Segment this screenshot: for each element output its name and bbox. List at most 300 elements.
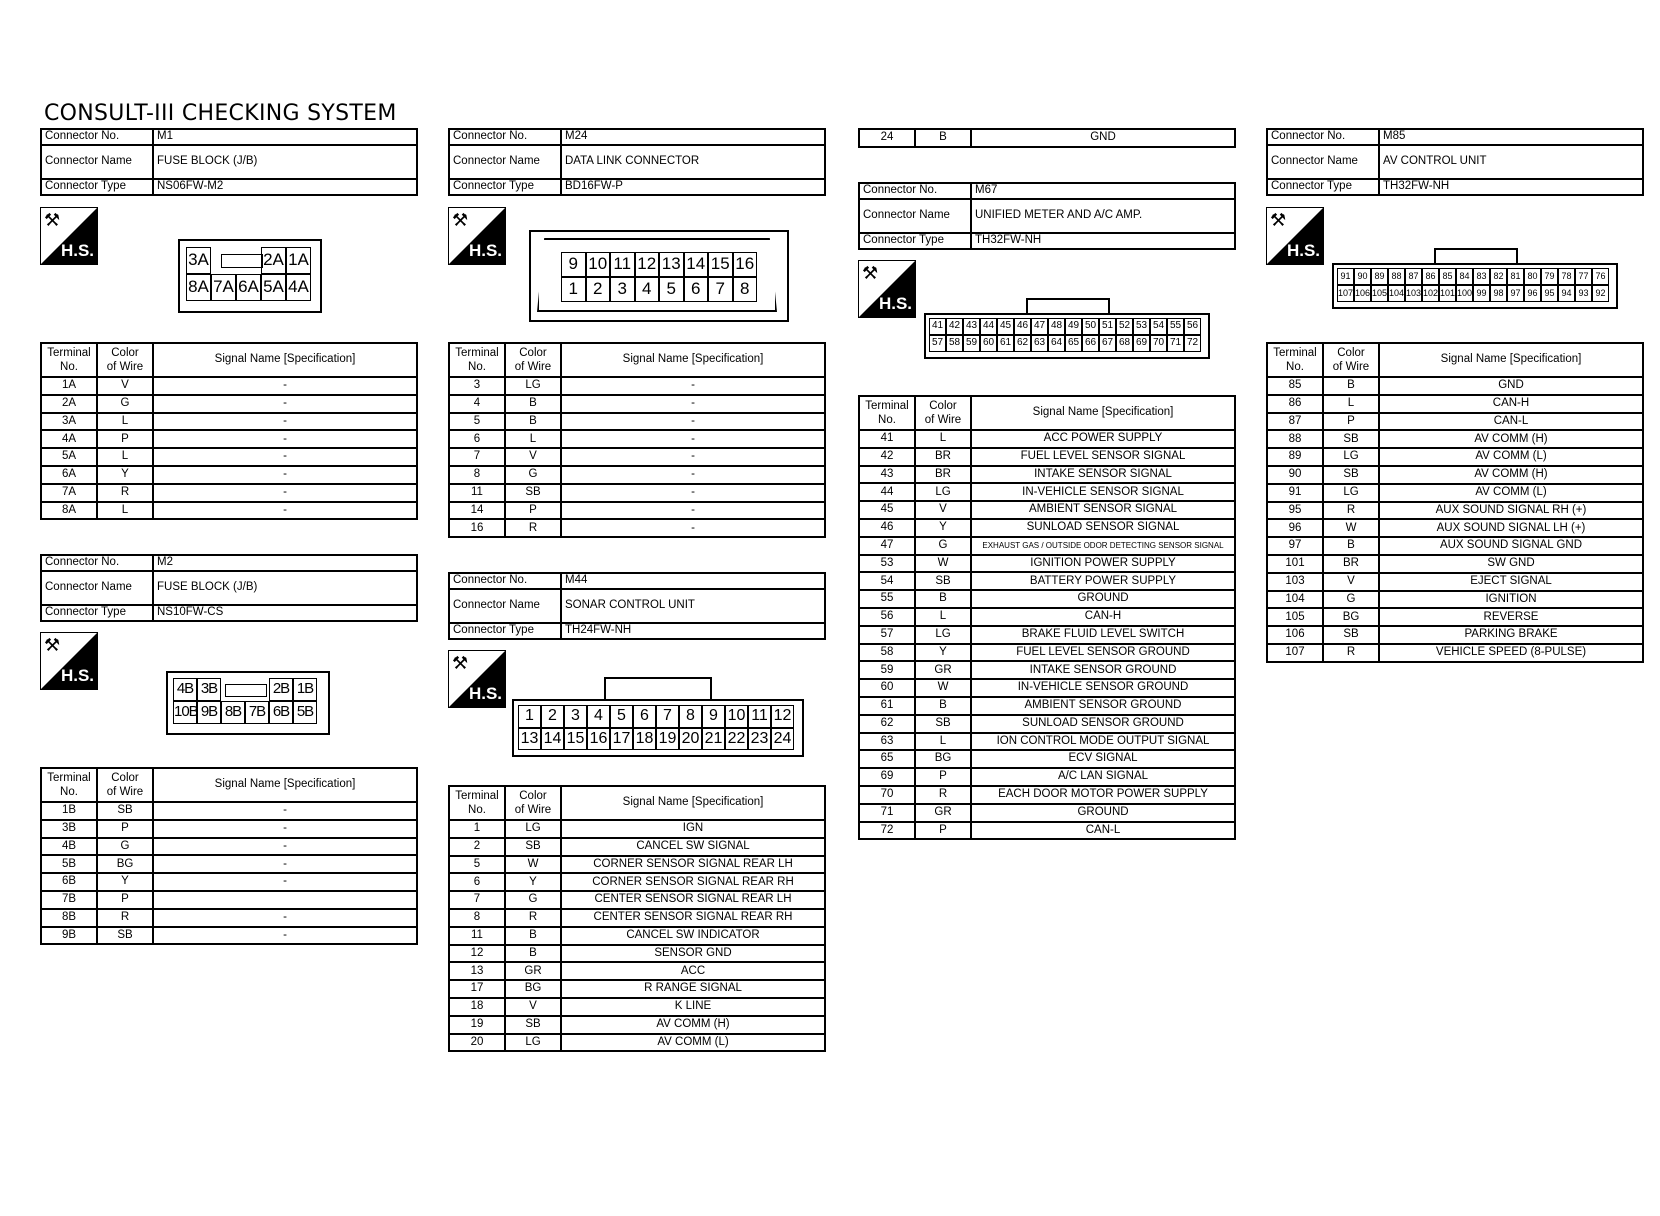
- terminal-no: 8: [449, 466, 505, 484]
- pin-cell: 5: [610, 705, 633, 728]
- wire-color: BG: [915, 750, 971, 768]
- pin-cell: 8B: [221, 701, 245, 724]
- table-row: [449, 909, 825, 927]
- pin-cell: 7A: [211, 274, 236, 301]
- wire-color: P: [915, 768, 971, 786]
- connector-header-m1: [40, 128, 418, 196]
- signal-name: AV COMM (H): [1379, 430, 1643, 448]
- wire-color: R: [505, 519, 561, 537]
- table-row: [449, 873, 825, 891]
- wire-color: GR: [915, 804, 971, 822]
- signal-name: IGN: [561, 820, 825, 838]
- terminal-no: 90: [1267, 466, 1323, 484]
- table-row: [449, 1034, 825, 1052]
- wire-color: B: [1323, 537, 1379, 555]
- signal-name: INTAKE SENSOR GROUND: [971, 661, 1235, 679]
- terminal-no: 5B: [41, 855, 97, 873]
- table-row: [1267, 537, 1643, 555]
- signal-name: FUEL LEVEL SENSOR SIGNAL: [971, 448, 1235, 466]
- terminal-no: 5A: [41, 448, 97, 466]
- hs-icon-m44: ⚒ H.S.: [448, 650, 506, 708]
- pin-cell: 10: [586, 252, 611, 277]
- table-row: [41, 891, 417, 909]
- table-row: [41, 430, 417, 448]
- signal-name: FUEL LEVEL SENSOR GROUND: [971, 644, 1235, 662]
- wire-color: SB: [915, 715, 971, 733]
- signal-name: -: [153, 395, 417, 413]
- signal-name: BATTERY POWER SUPPLY: [971, 572, 1235, 590]
- wire-color: V: [915, 501, 971, 519]
- signal-table-m24: [858, 128, 1236, 148]
- pin-cell: 100: [1456, 285, 1473, 302]
- table-row: [449, 1016, 825, 1034]
- terminal-no-header: Terminal No.: [449, 343, 505, 377]
- pin-cell: 3: [610, 277, 635, 302]
- table-row: [859, 697, 1235, 715]
- wire-color: R: [1323, 502, 1379, 520]
- pin-cell: 90: [1354, 268, 1371, 285]
- signal-name-header: Signal Name [Specification]: [153, 343, 417, 377]
- connector-name-label: Connector Name: [1267, 145, 1379, 179]
- pin-cell: 78: [1558, 268, 1575, 285]
- hs-icon-m1: ⚒ H.S.: [40, 207, 98, 265]
- terminal-no: 2A: [41, 395, 97, 413]
- signal-name: AUX SOUND SIGNAL LH (+): [1379, 519, 1643, 537]
- wire-color: G: [505, 466, 561, 484]
- pin-cell: 2: [541, 705, 564, 728]
- terminal-no: 63: [859, 733, 915, 751]
- connector-type-value: NS06FW-M2: [153, 179, 417, 195]
- terminal-no: 4: [449, 395, 505, 413]
- pin-cell: 106: [1354, 285, 1371, 302]
- connector-name-label: Connector Name: [449, 589, 561, 623]
- signal-name: BRAKE FLUID LEVEL SWITCH: [971, 626, 1235, 644]
- signal-table-m24: [448, 342, 826, 538]
- connector-type-value: NS10FW-CS: [153, 605, 417, 621]
- pin-cell: 10: [725, 705, 748, 728]
- color-of-wire-header: Color of Wire: [1323, 343, 1379, 377]
- signal-name: IGNITION: [1379, 591, 1643, 609]
- table-row: [859, 626, 1235, 644]
- pin-cell: 85: [1439, 268, 1456, 285]
- signal-name: REVERSE: [1379, 608, 1643, 626]
- signal-name: AV COMM (L): [561, 1034, 825, 1052]
- wire-color: GR: [505, 962, 561, 980]
- signal-name: CAN-H: [1379, 395, 1643, 413]
- wire-color: GR: [915, 661, 971, 679]
- connector-no-label: Connector No.: [449, 573, 561, 589]
- table-row: [1267, 591, 1643, 609]
- wire-color: L: [915, 608, 971, 626]
- terminal-no: 53: [859, 555, 915, 573]
- pin-cell: 57: [929, 335, 946, 352]
- pin-cell: 20: [679, 728, 702, 751]
- terminal-no: 104: [1267, 591, 1323, 609]
- connector-header-m85: [1266, 128, 1644, 196]
- signal-name: R RANGE SIGNAL: [561, 980, 825, 998]
- wire-color: W: [915, 555, 971, 573]
- wire-color: L: [97, 502, 153, 520]
- pin-cell: 89: [1371, 268, 1388, 285]
- hs-icon-m24: ⚒ H.S.: [448, 207, 506, 265]
- table-row: [449, 484, 825, 502]
- terminal-no: 1A: [41, 377, 97, 395]
- pin-cell: 68: [1116, 335, 1133, 352]
- signal-name: GROUND: [971, 804, 1235, 822]
- table-row: [1267, 626, 1643, 644]
- pin-cell: 18: [633, 728, 656, 751]
- color-of-wire-header: Color of Wire: [505, 343, 561, 377]
- terminal-no: 58: [859, 644, 915, 662]
- signal-name: EACH DOOR MOTOR POWER SUPPLY: [971, 786, 1235, 804]
- connector-type-value: TH32FW-NH: [971, 233, 1235, 249]
- pin-cell: 84: [1456, 268, 1473, 285]
- terminal-no: 57: [859, 626, 915, 644]
- wire-color: SB: [1323, 430, 1379, 448]
- signal-name: ACC: [561, 962, 825, 980]
- pin-cell: 8A: [186, 274, 211, 301]
- terminal-no-header: Terminal No.: [859, 396, 915, 430]
- wire-color: B: [1323, 377, 1379, 395]
- pin-cell: 62: [1014, 335, 1031, 352]
- signal-name: CENTER SENSOR SIGNAL REAR LH: [561, 891, 825, 909]
- color-of-wire-header: Color of Wire: [97, 343, 153, 377]
- pin-cell: 23: [748, 728, 771, 751]
- connector-name-value: UNIFIED METER AND A/C AMP.: [971, 199, 1235, 233]
- pin-cell: 92: [1592, 285, 1609, 302]
- signal-name: IN-VEHICLE SENSOR GROUND: [971, 679, 1235, 697]
- signal-name: -: [153, 466, 417, 484]
- table-row: [449, 466, 825, 484]
- terminal-no: 6B: [41, 873, 97, 891]
- signal-name: -: [153, 413, 417, 431]
- signal-name: -: [153, 838, 417, 856]
- table-row: [859, 466, 1235, 484]
- table-row: [859, 519, 1235, 537]
- table-row: [449, 980, 825, 998]
- pin-cell: 4B: [173, 678, 197, 701]
- signal-name: CAN-H: [971, 608, 1235, 626]
- terminal-no: 88: [1267, 430, 1323, 448]
- signal-name: -: [153, 820, 417, 838]
- signal-name: ECV SIGNAL: [971, 750, 1235, 768]
- table-row: [1267, 555, 1643, 573]
- signal-name: SW GND: [1379, 555, 1643, 573]
- terminal-no: 20: [449, 1034, 505, 1052]
- pin-cell: 76: [1592, 268, 1609, 285]
- terminal-no: 8: [449, 909, 505, 927]
- pin-cell: 50: [1082, 318, 1099, 335]
- signal-name-header: Signal Name [Specification]: [1379, 343, 1643, 377]
- table-row: [41, 377, 417, 395]
- connector-latch: [604, 677, 712, 701]
- pin-cell: 1B: [293, 678, 317, 701]
- terminal-no: 97: [1267, 537, 1323, 555]
- table-row: [449, 448, 825, 466]
- table-row: [859, 129, 1235, 147]
- table-row: [859, 661, 1235, 679]
- connector-latch: [1026, 298, 1110, 315]
- pin-cell: 3A: [186, 247, 211, 274]
- terminal-no: 96: [1267, 519, 1323, 537]
- connector-header-m44: [448, 572, 826, 640]
- pin-cell: 2B: [269, 678, 293, 701]
- connector-no-label: Connector No.: [1267, 129, 1379, 145]
- terminal-no: 69: [859, 768, 915, 786]
- pin-cell: 6A: [236, 274, 261, 301]
- pin-cell: 65: [1065, 335, 1082, 352]
- pin-cell: 4: [587, 705, 610, 728]
- table-row: [1267, 413, 1643, 431]
- signal-name: AUX SOUND SIGNAL GND: [1379, 537, 1643, 555]
- wire-color: B: [915, 590, 971, 608]
- table-row: [1267, 395, 1643, 413]
- pin-cell: 15: [564, 728, 587, 751]
- signal-name: [153, 891, 417, 909]
- wire-color: V: [97, 377, 153, 395]
- signal-table-m2: [40, 767, 418, 945]
- terminal-no: 43: [859, 466, 915, 484]
- signal-name: -: [561, 502, 825, 520]
- signal-name: SUNLOAD SENSOR GROUND: [971, 715, 1235, 733]
- wire-color: L: [97, 413, 153, 431]
- pin-cell: 56: [1184, 318, 1201, 335]
- table-row: [1267, 502, 1643, 520]
- signal-name: CORNER SENSOR SIGNAL REAR LH: [561, 856, 825, 874]
- signal-table-m85: [1266, 342, 1644, 663]
- pin-cell: 64: [1048, 335, 1065, 352]
- signal-name: A/C LAN SIGNAL: [971, 768, 1235, 786]
- terminal-no: 95: [1267, 502, 1323, 520]
- table-row: [1267, 519, 1643, 537]
- signal-name: -: [153, 802, 417, 820]
- wire-color: L: [915, 733, 971, 751]
- connector-type-label: Connector Type: [1267, 179, 1379, 195]
- pin-cell: 60: [980, 335, 997, 352]
- harness-side-icon: ⚒: [452, 210, 469, 230]
- wire-color: Y: [97, 466, 153, 484]
- terminal-no: 11: [449, 484, 505, 502]
- connector-latch: [1434, 248, 1518, 265]
- pin-cell: 1: [561, 277, 586, 302]
- table-row: [41, 838, 417, 856]
- terminal-no: 6: [449, 873, 505, 891]
- terminal-no: 41: [859, 430, 915, 448]
- terminal-no: 4A: [41, 430, 97, 448]
- terminal-no: 55: [859, 590, 915, 608]
- table-row: [1267, 430, 1643, 448]
- terminal-no: 6A: [41, 466, 97, 484]
- signal-name: -: [153, 484, 417, 502]
- wire-color: R: [97, 909, 153, 927]
- table-row: [41, 448, 417, 466]
- table-row: [859, 590, 1235, 608]
- signal-name: IGNITION POWER SUPPLY: [971, 555, 1235, 573]
- pin-cell: 83: [1473, 268, 1490, 285]
- terminal-no: 86: [1267, 395, 1323, 413]
- terminal-no: 5: [449, 413, 505, 431]
- signal-name: SUNLOAD SENSOR SIGNAL: [971, 519, 1235, 537]
- terminal-no: 85: [1267, 377, 1323, 395]
- pin-cell: 44: [980, 318, 997, 335]
- wire-color: R: [1323, 644, 1379, 662]
- signal-name: PARKING BRAKE: [1379, 626, 1643, 644]
- wire-color: LG: [505, 1034, 561, 1052]
- connector-name-label: Connector Name: [859, 199, 971, 233]
- pin-cell: 6: [633, 705, 656, 728]
- pin-cell: 79: [1541, 268, 1558, 285]
- terminal-no: 106: [1267, 626, 1323, 644]
- pin-cell: 17: [610, 728, 633, 751]
- pin-cell: 97: [1507, 285, 1524, 302]
- table-row: [859, 822, 1235, 840]
- pin-cell: 63: [1031, 335, 1048, 352]
- pin-cell: 7: [708, 277, 733, 302]
- terminal-no: 89: [1267, 448, 1323, 466]
- signal-name-header: Signal Name [Specification]: [561, 343, 825, 377]
- wire-color: B: [505, 413, 561, 431]
- connector-no-value: M24: [561, 129, 825, 145]
- terminal-no: 7B: [41, 891, 97, 909]
- signal-name: CENTER SENSOR SIGNAL REAR RH: [561, 909, 825, 927]
- terminal-no: 103: [1267, 573, 1323, 591]
- pin-cell: 81: [1507, 268, 1524, 285]
- pin-cell: 88: [1388, 268, 1405, 285]
- signal-name: -: [561, 484, 825, 502]
- signal-name: EJECT SIGNAL: [1379, 573, 1643, 591]
- wire-color: LG: [505, 377, 561, 395]
- wire-color: SB: [1323, 626, 1379, 644]
- pin-cell: 6B: [269, 701, 293, 724]
- pin-cell: 82: [1490, 268, 1507, 285]
- table-row: [449, 856, 825, 874]
- wire-color: P: [1323, 413, 1379, 431]
- signal-name: IN-VEHICLE SENSOR SIGNAL: [971, 483, 1235, 501]
- signal-name: GND: [1379, 377, 1643, 395]
- terminal-no: 4B: [41, 838, 97, 856]
- signal-name: GROUND: [971, 590, 1235, 608]
- terminal-no: 17: [449, 980, 505, 998]
- pin-cell: 98: [1490, 285, 1507, 302]
- harness-side-icon: ⚒: [44, 210, 61, 230]
- wire-color: BR: [915, 466, 971, 484]
- table-row: [449, 430, 825, 448]
- wire-color: LG: [505, 820, 561, 838]
- pin-cell: 21: [702, 728, 725, 751]
- table-row: [449, 998, 825, 1016]
- terminal-no-header: Terminal No.: [41, 768, 97, 802]
- signal-name: AV COMM (L): [1379, 448, 1643, 466]
- connector-name-value: AV CONTROL UNIT: [1379, 145, 1643, 179]
- wire-color: SB: [505, 1016, 561, 1034]
- table-row: [859, 768, 1235, 786]
- pin-cell: 67: [1099, 335, 1116, 352]
- signal-name-header: Signal Name [Specification]: [153, 768, 417, 802]
- terminal-no: 16: [449, 519, 505, 537]
- hs-icon-m67: ⚒ H.S.: [858, 260, 916, 318]
- wire-color: L: [1323, 395, 1379, 413]
- terminal-no: 65: [859, 750, 915, 768]
- table-row: [41, 873, 417, 891]
- table-row: [1267, 573, 1643, 591]
- wire-color: Y: [97, 873, 153, 891]
- terminal-no: 107: [1267, 644, 1323, 662]
- color-of-wire-header: Color of Wire: [505, 786, 561, 820]
- terminal-no: 19: [449, 1016, 505, 1034]
- table-row: [859, 430, 1235, 448]
- wire-color: W: [915, 679, 971, 697]
- harness-side-icon: ⚒: [862, 263, 879, 283]
- pin-cell: 53: [1133, 318, 1150, 335]
- table-row: [859, 501, 1235, 519]
- terminal-no: 47: [859, 537, 915, 555]
- terminal-no: 7: [449, 891, 505, 909]
- table-row: [859, 786, 1235, 804]
- table-row: [1267, 466, 1643, 484]
- latch-slot: [221, 254, 263, 268]
- pin-cell: 4: [635, 277, 660, 302]
- table-row: [41, 484, 417, 502]
- pin-cell: 51: [1099, 318, 1116, 335]
- signal-name: EXHAUST GAS / OUTSIDE ODOR DETECTING SENSOR SIGNAL: [971, 537, 1235, 555]
- table-row: [859, 715, 1235, 733]
- table-row: [859, 608, 1235, 626]
- pin-cell: 3B: [197, 678, 221, 701]
- wire-color: P: [505, 502, 561, 520]
- connector-type-value: BD16FW-P: [561, 179, 825, 195]
- pin-cell: 49: [1065, 318, 1082, 335]
- table-row: [1267, 377, 1643, 395]
- pin-cell: 107: [1337, 285, 1354, 302]
- connector-type-label: Connector Type: [41, 605, 153, 621]
- pin-cell: 43: [963, 318, 980, 335]
- pin-cell: 102: [1422, 285, 1439, 302]
- pin-cell: 41: [929, 318, 946, 335]
- terminal-no-header: Terminal No.: [1267, 343, 1323, 377]
- pin-cell: 9: [561, 252, 586, 277]
- connector-type-label: Connector Type: [859, 233, 971, 249]
- wire-color: B: [915, 697, 971, 715]
- pin-cell: 16: [587, 728, 610, 751]
- signal-name: ACC POWER SUPPLY: [971, 430, 1235, 448]
- hs-icon-m2: ⚒ H.S.: [40, 632, 98, 690]
- pin-cell: 47: [1031, 318, 1048, 335]
- pin-cell: 9B: [197, 701, 221, 724]
- signal-name: AV COMM (L): [1379, 484, 1643, 502]
- table-row: [449, 838, 825, 856]
- table-row: [449, 962, 825, 980]
- terminal-no: 72: [859, 822, 915, 840]
- table-row: [449, 927, 825, 945]
- signal-name: -: [561, 448, 825, 466]
- terminal-no: 6: [449, 430, 505, 448]
- terminal-no: 11: [449, 927, 505, 945]
- table-row: [859, 537, 1235, 555]
- pin-cell: 3: [564, 705, 587, 728]
- pin-cell: 13: [659, 252, 684, 277]
- terminal-no: 5: [449, 856, 505, 874]
- pin-cell: 95: [1541, 285, 1558, 302]
- signal-name: INTAKE SENSOR SIGNAL: [971, 466, 1235, 484]
- terminal-no: 8B: [41, 909, 97, 927]
- table-row: [1267, 644, 1643, 662]
- wire-color: V: [505, 448, 561, 466]
- pin-cell: 99: [1473, 285, 1490, 302]
- signal-name: -: [153, 377, 417, 395]
- latch-slot: [225, 684, 267, 697]
- signal-name: -: [561, 466, 825, 484]
- wire-color: L: [505, 430, 561, 448]
